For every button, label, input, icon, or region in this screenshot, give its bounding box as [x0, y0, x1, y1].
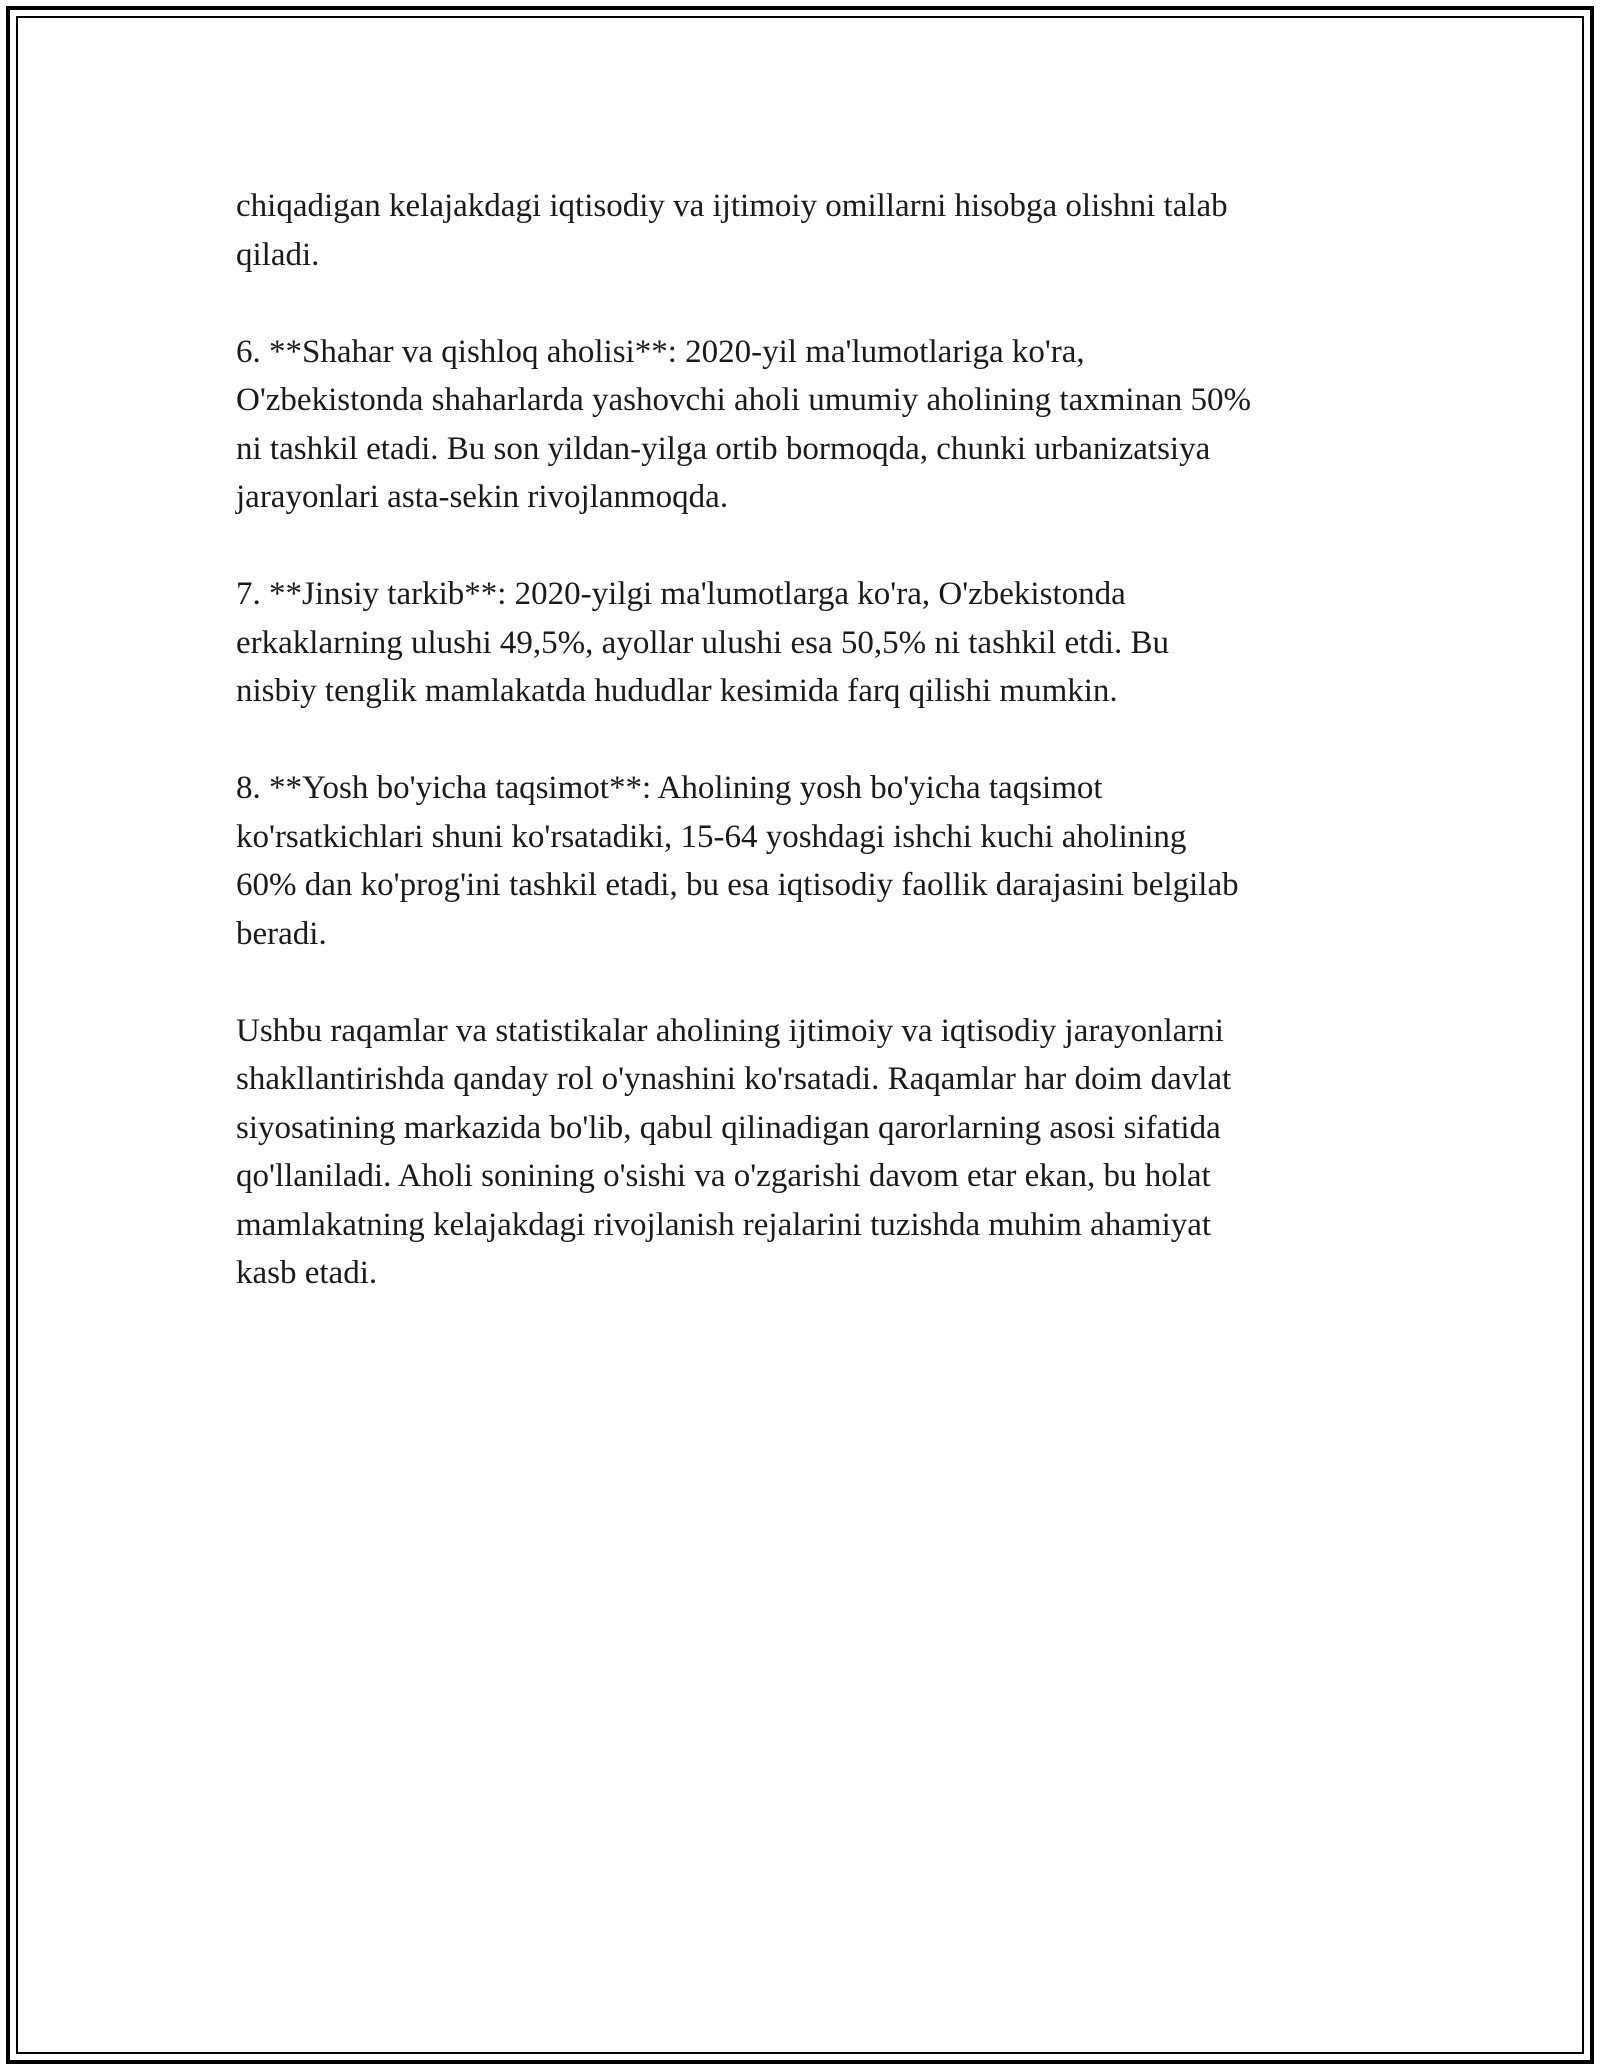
text-line: 8. **Yosh bo'yicha taqsimot**: Aholining yosh bo'yicha taqsimot — [236, 770, 1103, 806]
text-line: O'zbekistonda shaharlarda yashovchi aholi umumiy aholining taxminan 50% — [236, 382, 1251, 418]
text-line: mamlakatning kelajakdagi rivojlanish rejalarini tuzishda muhim ahamiyat — [236, 1206, 1212, 1243]
paragraph-gender — [236, 570, 1376, 716]
text-line: ko'rsatkichlari shuni ko'rsatadiki, 15-64 yoshdagi ishchi kuchi aholining — [236, 818, 1187, 855]
paragraph-age — [236, 764, 1376, 958]
text-line: qiladi. — [236, 236, 320, 273]
paragraph-continuation — [236, 182, 1376, 279]
text-line: 6. **Shahar va qishloq aholisi**: 2020-yil ma'lumotlariga ko'ra, — [236, 333, 1085, 370]
text-line: ni tashkil etadi. Bu son yildan-yilga ortib bormoqda, chunki urbanizatsiya — [236, 430, 1211, 467]
text-line: qo'llaniladi. Aholi sonining o'sishi va o'zgarishi davom etar ekan, bu holat — [236, 1158, 1211, 1194]
text-line: 60% dan ko'prog'ini tashkil etadi, bu esa iqtisodiy faollik darajasini belgilab — [236, 867, 1239, 903]
document-body — [236, 182, 1376, 1346]
paragraph-conclusion — [236, 1007, 1376, 1298]
text-line: erkaklarning ulushi 49,5%, ayollar ulushi esa 50,5% ni tashkil etdi. Bu — [236, 624, 1170, 661]
text-line: nisbiy tenglik mamlakatda hududlar kesimida farq qilishi mumkin. — [236, 673, 1118, 709]
text-line: 7. **Jinsiy tarkib**: 2020-yilgi ma'lumotlarga ko'ra, O'zbekistonda — [236, 576, 1126, 612]
text-line: beradi. — [236, 915, 327, 952]
text-line: chiqadigan kelajakdagi iqtisodiy va ijtimoiy omillarni hisobga olishni talab — [236, 188, 1228, 224]
paragraph-urban-rural — [236, 328, 1376, 522]
text-line: jarayonlari asta-sekin rivojlanmoqda. — [236, 479, 729, 515]
text-line: shakllantirishda qanday rol o'ynashini ko'rsatadi. Raqamlar har doim davlat — [236, 1061, 1232, 1097]
text-line: kasb etadi. — [236, 1255, 378, 1291]
text-line: siyosatining markazida bo'lib, qabul qilinadigan qarorlarning asosi sifatida — [236, 1109, 1221, 1146]
text-line: Ushbu raqamlar va statistikalar aholining ijtimoiy va iqtisodiy jarayonlarni — [236, 1012, 1224, 1049]
